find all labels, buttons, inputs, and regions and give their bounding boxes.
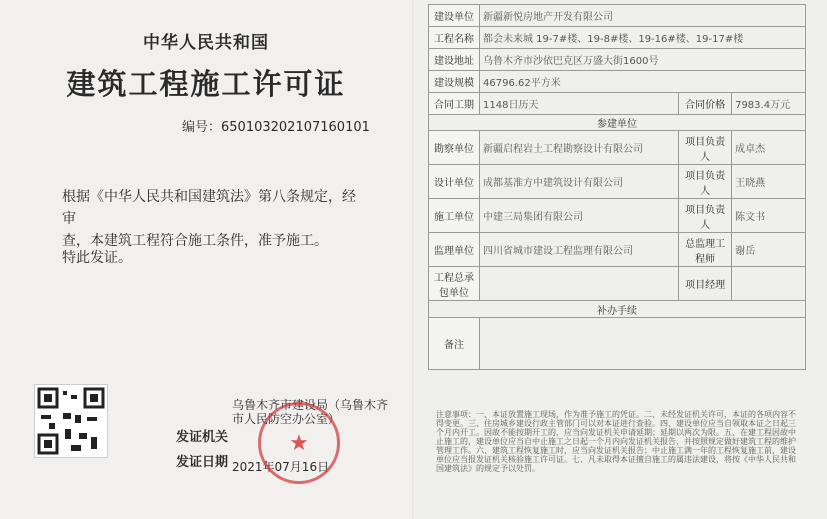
issue-date-label: 发证日期: [176, 455, 229, 470]
body-line-2: 查，本建筑工程符合施工条件，准予施工。: [62, 233, 328, 249]
participant-value: [480, 267, 679, 301]
participant-person: 王晓燕: [732, 165, 806, 199]
project-details-table: [428, 4, 806, 370]
table-row: [429, 199, 806, 233]
field-label: 建设规模: [429, 71, 480, 93]
table-row: [429, 233, 806, 267]
participant-role: 项目经理: [679, 267, 732, 301]
contract-price-value: 7983.4万元: [732, 93, 806, 115]
remark-label: 备注: [429, 318, 480, 370]
field-value: 新疆新悦房地产开发有限公司: [480, 5, 806, 27]
participant-role: 项目负责人: [679, 165, 732, 199]
table-row: [429, 267, 806, 301]
field-value: 都会未来城 19-7#楼、19-8#楼、19-16#楼、19-17#楼: [480, 27, 806, 49]
participant-role: 总监理工程师: [679, 233, 732, 267]
field-label: 工程名称: [429, 27, 480, 49]
participant-person: 成卓杰: [732, 131, 806, 165]
participant-person: 谢岳: [732, 233, 806, 267]
contract-days-value: 1148日历天: [480, 93, 679, 115]
qr-code[interactable]: [34, 384, 108, 458]
closing-statement: 特此发证。: [62, 250, 132, 266]
participant-role: 项目负责人: [679, 131, 732, 165]
supplement-header: 补办手续: [429, 301, 806, 318]
participant-label: 监理单位: [429, 233, 480, 267]
participant-label: 设计单位: [429, 165, 480, 199]
field-label: 建设地址: [429, 49, 480, 71]
field-value: 46796.62平方米: [480, 71, 806, 93]
participant-value: 中建三局集团有限公司: [480, 199, 679, 233]
table-row: [429, 5, 806, 27]
participant-value: 新疆启程岩土工程勘察设计有限公司: [480, 131, 679, 165]
body-line-1: 根据《中华人民共和国建筑法》第八条规定，经审: [62, 189, 356, 227]
table-row: [429, 131, 806, 165]
table-row: [429, 115, 806, 131]
table-row: [429, 27, 806, 49]
participant-value: 四川省城市建设工程监理有限公司: [480, 233, 679, 267]
table-row: [429, 301, 806, 318]
participant-label: 工程总承包单位: [429, 267, 480, 301]
issuing-authority-name: 乌鲁木齐市建设局（乌鲁木齐市人民防空办公室）: [232, 398, 389, 426]
contract-days-label: 合同工期: [429, 93, 480, 115]
issue-date: 2021年07月16日: [232, 460, 330, 474]
issuing-authority-label: 发证机关: [176, 430, 229, 445]
participant-value: 成都基准方中建筑设计有限公司: [480, 165, 679, 199]
participant-label: 施工单位: [429, 199, 480, 233]
notes-text: 注意事项：一、本证放置施工现场，作为准予施工的凭证。二、未经发证机关许可，本证的各项内容不得变更。三、住房城乡建设行政主管部门可以对本证进行查验。四、建设单位应当自领取本证之日起三个月内开工。因故不能按期开工的，应当向发证机关申请延期；延期以两次为限。五、在建工程因故中止施工的，建设单位应当自中止施工之日起一个月内向发证机关报告，并按照规定做好建筑工程的维护管理工作。六、建筑工程恢复施工时，应当向发证机关报告；中止施工满一年的工程恢复施工前，建设单位应当报发证机关核验施工许可证。七、凡未取得本证擅自施工的属违法建设，将按《中华人民共和国建筑法》的规定予以处罚。: [436, 410, 796, 473]
participant-person: [732, 267, 806, 301]
permit-body: [62, 186, 362, 252]
table-row: [429, 93, 806, 115]
contract-price-label: 合同价格: [679, 93, 732, 115]
table-row: [429, 49, 806, 71]
remark-value: [480, 318, 806, 370]
table-row: [429, 71, 806, 93]
participant-label: 勘察单位: [429, 131, 480, 165]
participants-header: 参建单位: [429, 115, 806, 131]
permit-number: 编号：650103202107160101: [182, 120, 370, 135]
country-name: 中华人民共和国: [143, 33, 269, 53]
participant-person: 陈文书: [732, 199, 806, 233]
participant-role: 项目负责人: [679, 199, 732, 233]
field-label: 建设单位: [429, 5, 480, 27]
field-value: 乌鲁木齐市沙依巴克区万盛大街1600号: [480, 49, 806, 71]
official-seal-icon: ★: [258, 402, 340, 484]
permit-left-page: [0, 0, 412, 519]
permit-title: 建筑工程施工许可证: [66, 67, 346, 101]
table-row: [429, 318, 806, 370]
table-row: [429, 165, 806, 199]
